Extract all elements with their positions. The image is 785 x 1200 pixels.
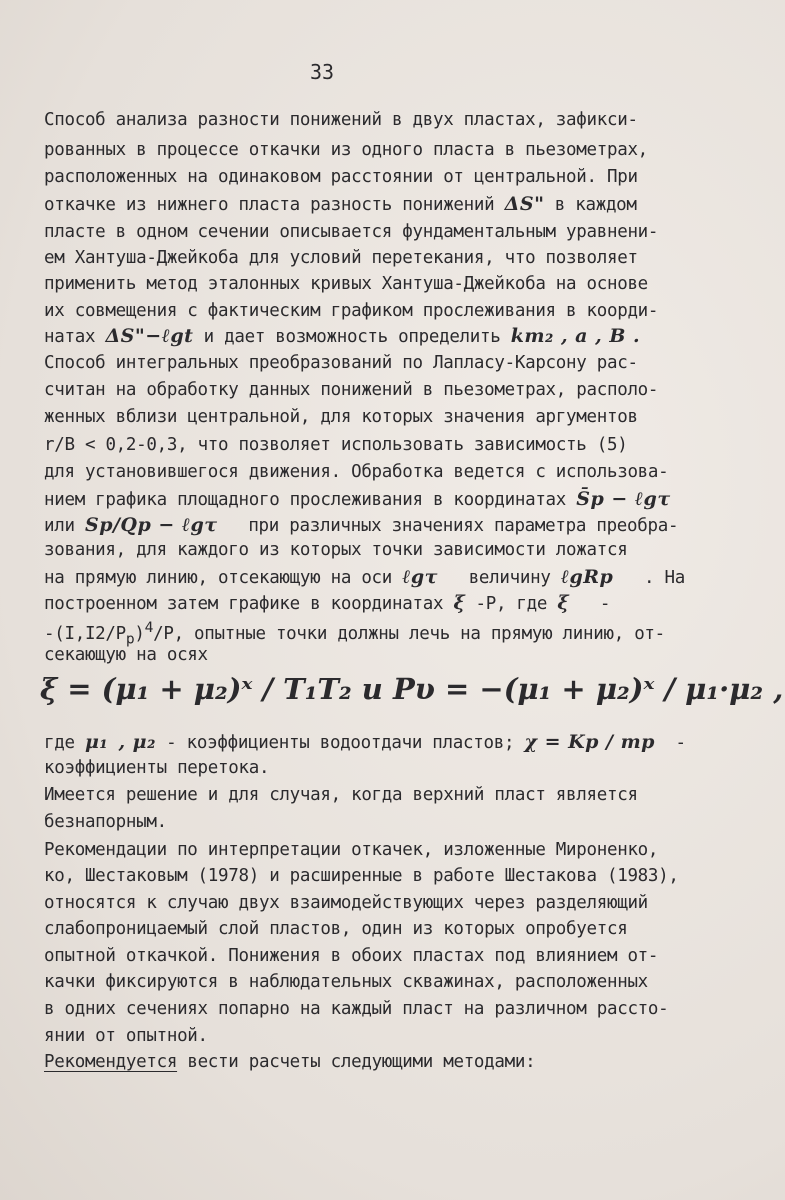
text-fragment: при различных значениях параметра преобра- [248,516,679,536]
text-line [44,514,684,537]
superscript: 4 [144,619,154,636]
text-line: Способ интегральных преобразований по Лапласу-Карсону рас- [44,353,638,373]
text-line: Рекомендации по интерпретации откачек, изложенные Мироненко, [44,840,659,860]
text-line: безнапорным. [44,812,167,832]
text-fragment: величину [468,568,551,588]
text-fragment: -(I,I2/P [44,623,126,644]
text-line: ко, Шестаковым (1978) и расширенные в работе Шестакова (1983), [44,866,679,886]
page-number: 33 [310,60,335,84]
text-fragment: - коэффициенты водоотдачи пластов; [166,733,515,753]
text-fragment: где [44,733,75,753]
text-line: янии от опытной. [44,1026,208,1046]
handwritten-sp-lg: S̄p − ℓgτ [576,488,671,510]
handwritten-formula: ξ = (μ₁ + μ₂)ˣ / T₁T₂ и Pυ = −(μ₁ + μ₂)ˣ / μ₁·μ₂ , [40,672,784,706]
handwritten-sp-qp: Sp/Qp − ℓgτ [84,514,218,536]
text-line: ем Хантуша-Джейкоба для условий перетекания, что позволяет [44,248,638,268]
text-line [44,325,684,348]
text-line: Способ анализа разности понижений в двух пластах, зафикси- [44,110,638,130]
text-line: в одних сечениях попарно на каждый пласт на различном рассто- [44,999,669,1019]
text-line [44,193,684,215]
handwritten-xi: ξ [453,592,466,614]
text-fragment: -P, где [475,594,548,614]
handwritten-mu2: , μ₂ [118,731,156,753]
text-line [44,488,684,511]
handwritten-chi: χ = Kp / mp [524,731,655,753]
text-fragment: или [44,516,75,536]
text-fragment: ) [134,623,145,644]
handwritten-lg-tau: ℓgτ [402,566,438,588]
text-line: коэффициенты перетока. [44,758,270,778]
text-fragment: на прямую линию, отсекающую на оси [44,568,393,588]
text-fragment: в каждом [554,195,637,215]
text-line: женных вблизи центральной, для которых значения аргументов [44,407,638,427]
handwritten-xi: ξ [557,592,570,614]
text-line: качки фиксируются в наблюдательных скважинах, расположенных [44,972,648,992]
text-fragment: . На [644,568,685,588]
text-line: Имеется решение и для случая, когда верхний пласт является [44,785,638,805]
text-line [44,731,684,753]
text-fragment: нием графика площадного прослеживания в координатах [44,490,567,510]
text-line: секающую на осях [44,645,208,665]
text-line: опытной откачкой. Понижения в обоих пластах под влиянием от- [44,946,659,966]
text-fragment: - [599,594,611,614]
handwritten-params: km₂ , a , B . [510,325,641,347]
text-fragment: и дает возможность определить [203,327,501,347]
text-fragment: вести расчеты следующими методами: [187,1052,536,1072]
text-line: относятся к случаю двух взаимодействующих через разделяющий [44,893,648,913]
text-line: считан на обработку данных понижений в пьезометрах, располо- [44,380,659,400]
underlined-heading: Рекомендуется [44,1052,178,1072]
text-line [44,435,684,455]
text-fragment: /P, опытные точки должны лечь на прямую линию, от- [153,623,665,644]
text-line [44,592,684,614]
handwritten-lgrp: ℓgRp [560,566,614,588]
text-line: для установившегося движения. Обработка ведется с использова- [44,462,669,482]
text-line [44,1052,684,1072]
text-line [44,566,684,589]
subscript: p [125,630,135,648]
text-fragment: - [675,733,686,753]
text-line: рованных в процессе откачки из одного пласта в пьезометрах, [44,140,648,160]
text-fragment: построенном затем графике в координатах [44,594,444,614]
text-line: применить метод эталонных кривых Хантуша-Джейкоба на основе [44,274,648,294]
text-fragment: откачке из нижнего пласта разность понижений [44,195,495,215]
text-fragment: r/B [44,435,75,455]
text-line: слабопроницаемый слой пластов, один из которых опробуется [44,919,628,939]
text-line: пласте в одном сечении описывается фундаментальным уравнени- [44,222,659,242]
text-line: зования, для каждого из которых точки зависимости ложатся [44,540,628,560]
text-fragment: натах [44,327,96,347]
text-line: расположенных на одинаковом расстоянии от центральной. При [44,167,638,187]
handwritten-mu1: μ₁ [84,731,109,753]
text-fragment: < 0,2-0,3, что позволяет использовать зависимость (5) [84,435,628,455]
text-line [44,619,684,647]
handwritten-delta-s-lgt: ΔS"−ℓgt [105,325,194,347]
text-line: их совмещения с фактическим графиком прослеживания в коорди- [44,301,659,321]
handwritten-delta-s: ΔS" [504,193,545,215]
